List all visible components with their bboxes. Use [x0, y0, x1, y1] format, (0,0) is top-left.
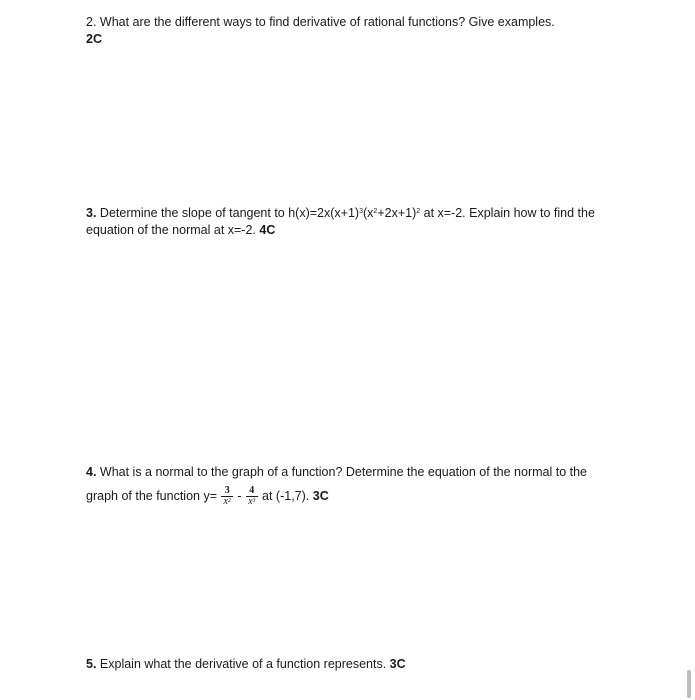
question-3-exponent-2: 2 [373, 208, 378, 215]
question-3-marks: 4C [259, 223, 276, 237]
question-4-line1: What is a normal to the graph of a function? Determine the equation of the normal to the [96, 465, 588, 479]
fraction-4-over-x-cubed [246, 486, 257, 507]
fraction-1-denominator [221, 496, 232, 507]
question-3-text-part3: +2x+1) [377, 206, 417, 220]
question-4-line2 [86, 486, 646, 507]
question-4 [86, 464, 646, 507]
question-3-text-part2: (x [362, 206, 374, 220]
question-3-exponent-1: 3 [359, 208, 363, 215]
fraction-2-denominator [246, 496, 257, 507]
fraction-2-base: x [248, 496, 253, 507]
question-2-text: 2. What are the different ways to find derivative of rational functions? Give examples. [86, 15, 555, 29]
fraction-2-exponent: 3 [252, 498, 256, 504]
fraction-1-numerator: 3 [224, 485, 230, 496]
question-3 [86, 205, 646, 239]
question-3-exponent-3: 2 [416, 208, 421, 215]
fraction-2-numerator: 4 [249, 485, 255, 496]
question-4-marks: 3C [312, 488, 329, 503]
question-3-number: 3. [86, 206, 97, 220]
question-5-number: 5. [86, 657, 97, 671]
question-3-text-part4: at x=-2. Explain how to find the equation of the normal at x=-2. [86, 206, 595, 237]
question-4-tail: at (-1,7). [262, 488, 310, 503]
fraction-3-over-x-squared [221, 486, 232, 507]
question-2-marks: 2C [86, 32, 102, 46]
question-4-lead: graph of the function y= [86, 488, 217, 503]
question-5-marks: 3C [389, 657, 406, 671]
question-5-text: Explain what the derivative of a function represents. [96, 657, 387, 671]
question-5 [86, 656, 646, 673]
question-2 [86, 14, 646, 48]
question-4-number: 4. [86, 465, 97, 479]
minus-sign: - [237, 488, 242, 503]
fraction-1-base: x [223, 496, 228, 507]
fraction-1-exponent: 2 [227, 498, 231, 504]
question-3-text-part1: Determine the slope of tangent to h(x)=2x(x+1) [96, 206, 360, 220]
scrollbar-thumb[interactable] [687, 670, 691, 698]
